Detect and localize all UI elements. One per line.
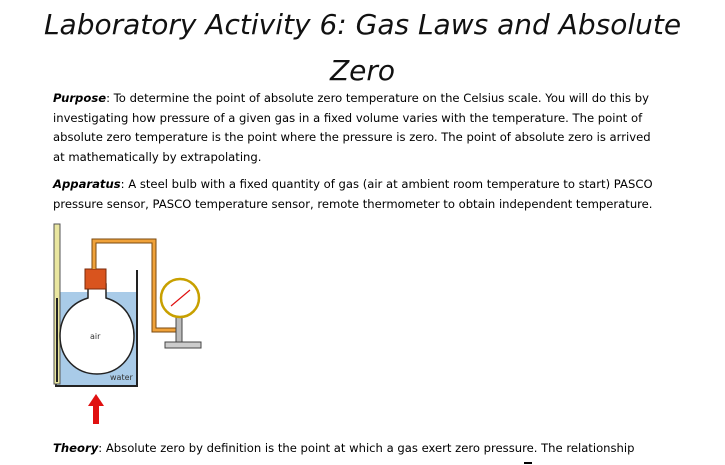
purpose-text-1: : To determine the point of absolute zero temperature on the Celsius scale. You will do this by: [106, 91, 649, 105]
apparatus-text-1: : A steel bulb with a fixed quantity of gas (air at ambient room temperature to start) PASCO: [120, 177, 653, 191]
title-line-2: Zero: [329, 54, 396, 87]
purpose-line-3: absolute zero temperature is the point where the pressure is zero. The point of absolute zero is arrived: [53, 130, 651, 144]
apparatus-line-2: pressure sensor, PASCO temperature sensor, remote thermometer to obtain independent temperature.: [53, 196, 653, 211]
theory-label: Theory: [53, 441, 99, 455]
purpose-label: Purpose: [53, 91, 107, 105]
bath-label: water: [110, 373, 133, 382]
apparatus-label: Apparatus: [53, 177, 121, 191]
purpose-line-2: investigating how pressure of a given gas in a fixed volume varies with the temperature. The point of: [53, 110, 643, 125]
theory-paragraph: [53, 439, 678, 459]
purpose-paragraph: [53, 89, 678, 167]
gauge-base: [165, 342, 201, 348]
thermometer-column: [56, 298, 58, 382]
title-line-1: Laboratory Activity 6: Gas Laws and Absolute: [43, 8, 682, 41]
flask-label: air: [90, 332, 101, 341]
purpose-line-4: at mathematically by extrapolating.: [53, 149, 262, 164]
page-title: [0, 2, 725, 94]
next-line-fragment: [524, 462, 532, 464]
apparatus-diagram: [40, 218, 210, 428]
heat-arrow-head: [88, 394, 104, 406]
heat-arrow-shaft: [93, 404, 99, 424]
apparatus-paragraph: [53, 175, 678, 214]
apparatus-line-1: [53, 175, 678, 195]
theory-text-1: : Absolute zero by definition is the point at which a gas exert zero pressure. The relationship: [98, 441, 635, 455]
stopper: [85, 269, 106, 289]
purpose-line-1: [53, 89, 678, 109]
theory-line-1: [53, 439, 678, 459]
